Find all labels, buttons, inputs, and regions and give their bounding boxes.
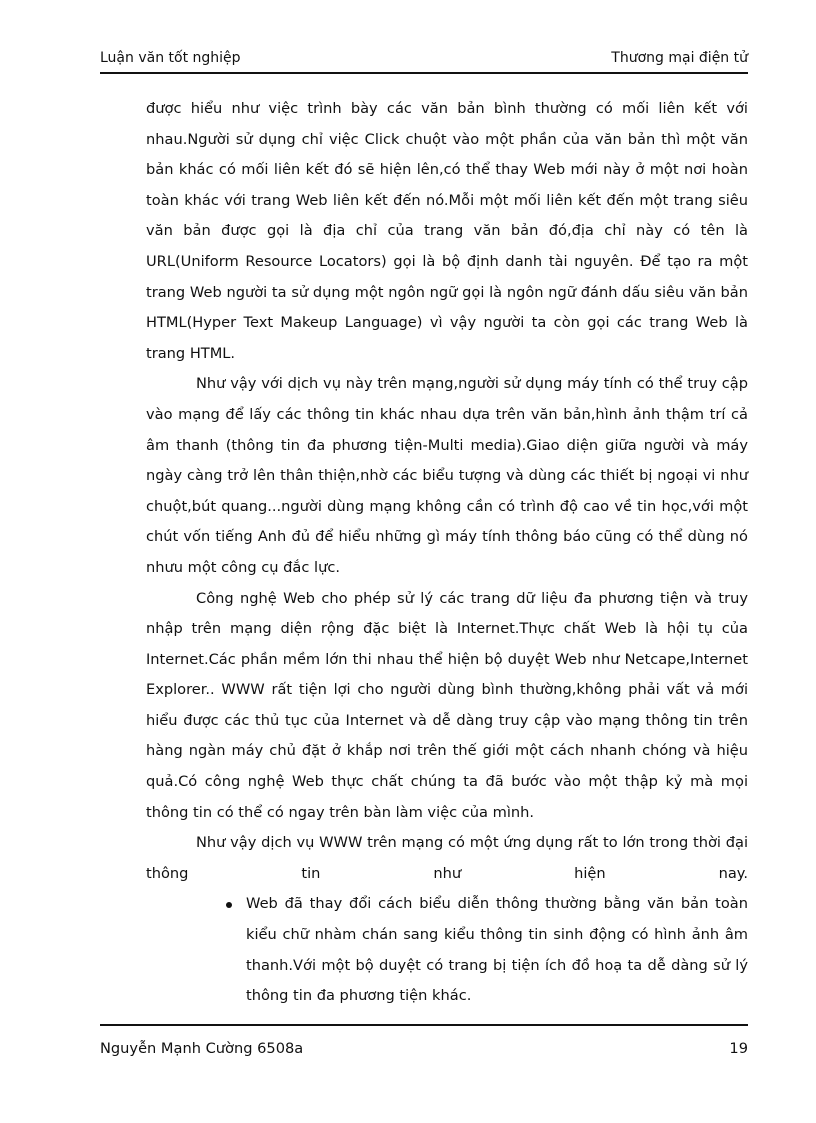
bullet-list [146,889,748,1011]
paragraph-2: Như vậy với dịch vụ này trên mạng,người sử dụng máy tính có thể truy cập vào mạng để lấy các thông tin khác nhau dựa trên văn bản,hình ảnh thậm trí cả âm thanh (thông tin đa phương tiện-Multi media).Giao diện giữa người và máy ngày càng trở lên thân thiện,nhờ các biểu tượng và dùng các thiết bị ngoại vi như chuột,bút quang...người dùng mạng không cần có trình độ cao về tin học,với một chút vốn tiếng Anh đủ để hiểu những gì máy tính thông báo cũng có thể dùng nó nhưu một công cụ đắc lực. [146,375,748,576]
footer-author: Nguyễn Mạnh Cường 6508a [100,1040,304,1057]
footer-rule [100,1024,748,1026]
paragraph-1: được hiểu như việc trình bày các văn bản bình thường có mối liên kết với nhau.Người sử dụng chỉ việc Click chuột vào một phần của văn bản thì một văn bản khác có mối liên kết đó sẽ hiện lên,có thể thay Web mới này ở một nơi hoàn toàn khác với trang Web liên kết đến nó.Mỗi một mối liên kết đến một trang siêu văn bản được gọi là địa chỉ của trang văn bản đó,địa chỉ này có tên là URL(Uniform Resource Locators) gọi là bộ định danh tài nguyên. Để tạo ra một trang Web người ta sử dụng một ngôn ngữ gọi là ngôn ngữ đánh dấu siêu văn bản HTML(Hyper Text Makeup Language) vì vậy người ta còn gọi các trang Web là trang HTML. [146,100,748,362]
header-title-left: Luận văn tốt nghiệp [100,50,241,66]
bullet-dot-icon [226,902,232,908]
page-header [100,50,748,70]
document-body [146,94,748,1012]
header-title-right: Thương mại điện tử [611,50,748,66]
header-rule [100,72,748,74]
paragraph-3: Công nghệ Web cho phép sử lý các trang dữ liệu đa phương tiện và truy nhập trên mạng diện rộng đặc biệt là Internet.Thực chất Web là hội tụ của Internet.Các phần mềm lớn thi nhau thể hiện bộ duyệt Web như Netcape,Internet Explorer.. WWW rất tiện lợi cho người dùng bình thường,không phải vất vả mới hiểu được các thủ tục của Internet và dễ dàng truy cập vào mạng thông tin trên hàng ngàn máy chủ đặt ở khắp nơi trên thế giới một cách nhanh chóng và hiệu quả.Có công nghệ Web thực chất chúng ta đã bước vào một thập kỷ mà mọi thông tin có thể có ngay trên bàn làm việc của mình. [146,589,748,821]
page-number: 19 [729,1040,748,1057]
bullet-item-text: Web đã thay đổi cách biểu diễn thông thường bằng văn bản toàn kiểu chữ nhàm chán sang kiểu thông tin sinh động có hình ảnh âm thanh.Với một bộ duyệt có trang bị tiện ích đồ hoạ ta dễ dàng sử lý thông tin đa phương tiện khác. [246,895,748,1005]
paragraph-4: Như vậy dịch vụ WWW trên mạng có một ứng dụng rất to lớn trong thời đại thông tin như hiện nay. [146,834,748,882]
bullet-item [246,889,748,1011]
